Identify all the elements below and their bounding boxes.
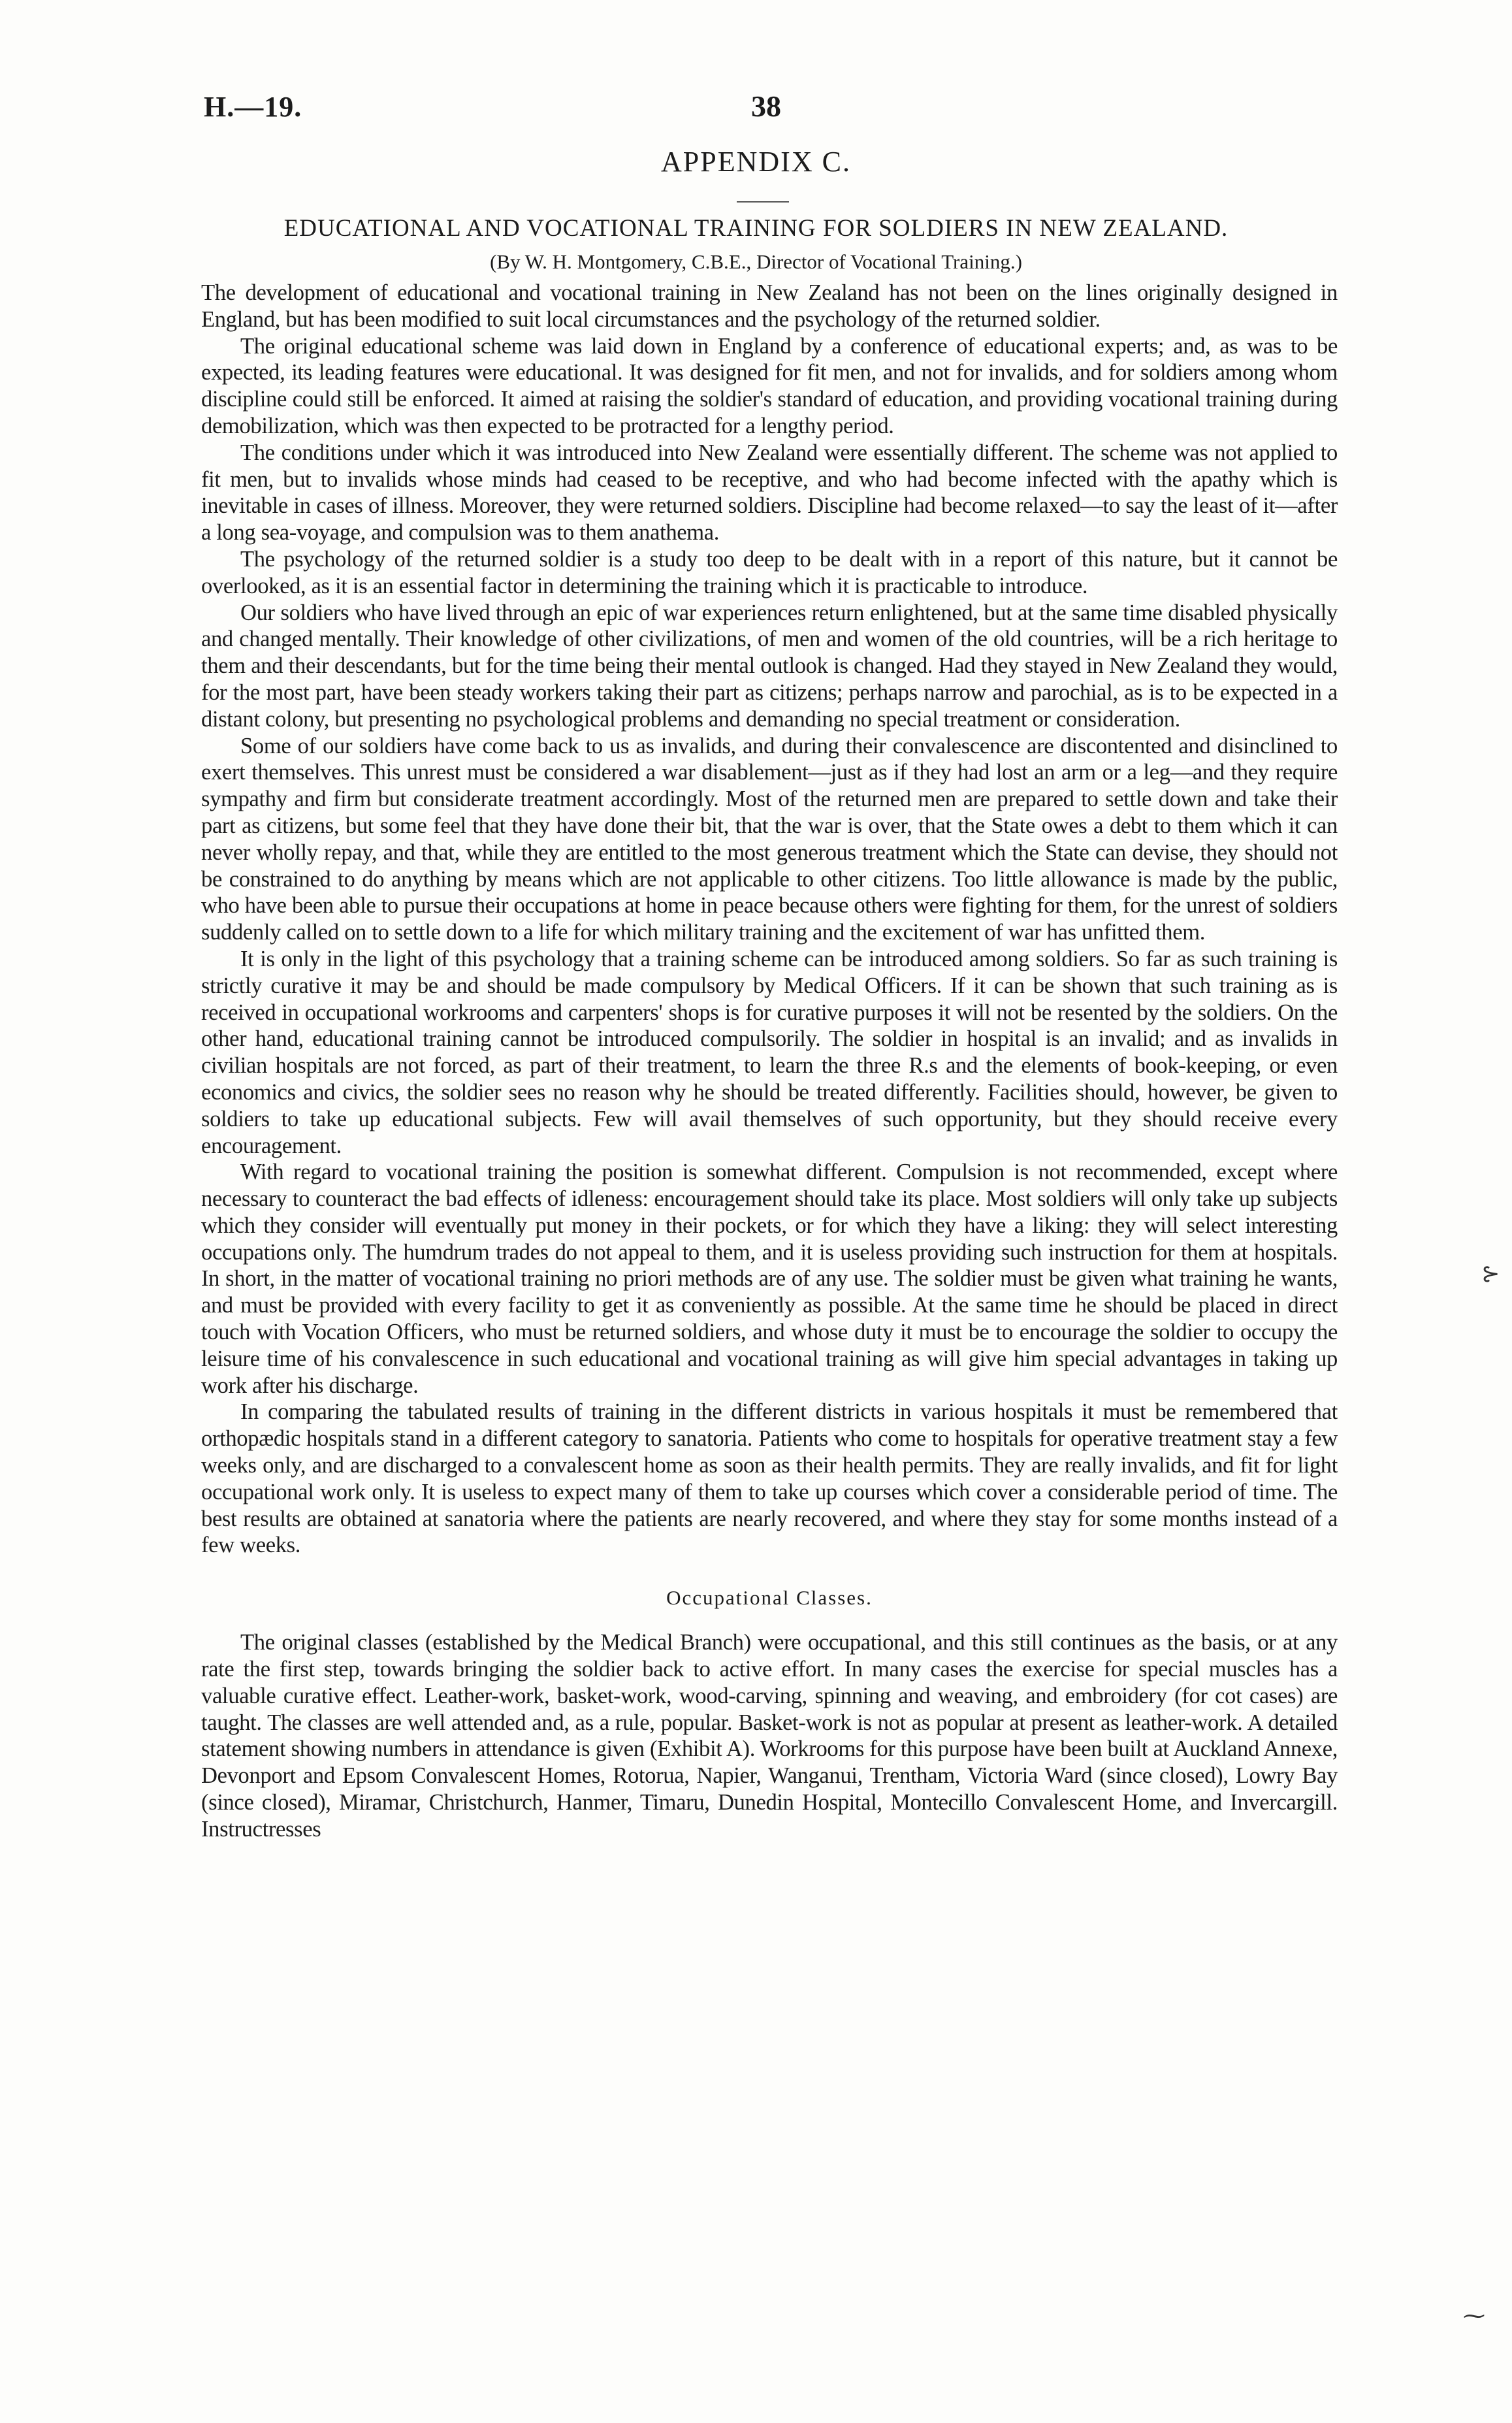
margin-mark-icon: ⁓ <box>1463 2304 1485 2328</box>
paragraph: In comparing the tabulated results of training in the different districts in various hospitals it must be remembered that orthopædic hospitals stand in a different category to sanatoria. Patients who come to hospitals for operative treatment stay a few weeks only, and are discharged to a convalescent home as soon as their health permits. They are really invalids, and fit for light occupational work only. It is useless to expect many of them to take up courses which cover a considerable period of time. The best results are obtained at sanatoria where the patients are nearly recovered, and where they stay for some months instead of a few weeks. <box>201 1399 1338 1558</box>
byline: (By W. H. Montgomery, C.B.E., Director of Vocational Training.) <box>490 250 1022 273</box>
paragraph: Some of our soldiers have come back to us as invalids, and during their convalescence are discontented and disinclined to exert themselves. This unrest must be considered a war disablement—just as if they had lost an arm or a leg—and they require sympathy and firm but considerate treatment accordingly. Most of the returned men are prepared to settle down and take their part as citizens, but some feel that they have done their bit, that the war is over, that the State owes a debt to them which it can never wholly repay, and that, while they are entitled to the most generous treatment which the State can devise, they should not be constrained to do anything by means which are not applicable to other citizens. Too little allowance is made by the public, who have been able to pursue their occupations at home in peace because others were fighting for them, for the unrest of soldiers suddenly called on to settle down to a life for which military training and the excitement of war has unfitted them. <box>201 733 1338 945</box>
paragraph: With regard to vocational training the position is somewhat different. Compulsion is not recommended, except where necessary to counteract the bad effects of idleness: encouragement should take its place. Most soldiers will only take up subjects which they consider will eventually put money in their pockets, or for which they have a liking: they will select interesting occupations only. The humdrum trades do not appeal to them, and it is useless providing such instruction for them at hospitals. In short, in the matter of vocational training no priori methods are of any use. The soldier must be given what training he wants, and must be provided with every facility to get it as conveniently as possible. At the same time he should be placed in direct touch with Vocation Officers, who must be returned soldiers, and whose duty it must be to encourage the soldier to occupy the leisure time of his convalescence in such educational and vocational training as will give him special advantages in taking up work after his discharge. <box>201 1160 1338 1398</box>
paragraph: The conditions under which it was introduced into New Zealand were essentially different. The scheme was not applied to fit men, but to invalids whose minds had ceased to be receptive, and who had become infected with the apathy which is inevitable in cases of illness. Moreover, they were returned soldiers. Discipline had become relaxed—to say the least of it—after a long sea-voyage, and compulsion was to them anathema. <box>201 440 1338 545</box>
section-heading: Occupational Classes. <box>666 1586 873 1610</box>
section-paragraph: The original classes (established by the Medical Branch) were occupational, and this still continues as the basis, or at any rate the first step, towards bringing the soldier back to active effort. In many cases the exercise for special muscles has a valuable curative effect. Leather-work, basket-work, wood-carving, spinning and weaving, and embroidery (for cot cases) are taught. The classes are well attended and, as a rule, popular. Basket-work is not as popular at present as leather-work. A detailed statement showing numbers in attendance is given (Exhibit A). Workrooms for this purpose have been built at Auckland Annexe, Devonport and Epsom Convalescent Homes, Rotorua, Napier, Wanganui, Trentham, Victoria Ward (since closed), Lowry Bay (since closed), Miramar, Christchurch, Hanmer, Timaru, Dunedin Hospital, Montecillo Convalescent Home, and Invercargill. Instructresses <box>201 1630 1338 1842</box>
page-number: 38 <box>751 89 781 123</box>
paragraph: Our soldiers who have lived through an epic of war experiences return enlightened, but at the same time disabled physically and changed mentally. Their knowledge of other civilizations, of men and women of the old countries, will be a rich heritage to them and their descendants, but for the time being their mental outlook is changed. Had they stayed in New Zealand they would, for the most part, have been steady workers taking their part as citizens; perhaps narrow and parochial, as is to be expected in a distant colony, but presenting no psychological problems and demanding no special treatment or consideration. <box>201 600 1338 732</box>
paragraph: The development of educational and vocational training in New Zealand has not been on the lines originally designed in England, but has been modified to suit local circumstances and the psychology of the returned soldier. <box>201 280 1338 332</box>
main-title: EDUCATIONAL AND VOCATIONAL TRAINING FOR SOLDIERS IN NEW ZEALAND. <box>283 215 1229 242</box>
appendix-title: APPENDIX C. <box>661 146 851 178</box>
title-divider <box>737 201 789 203</box>
body-text <box>201 280 1338 1843</box>
paragraph: The original educational scheme was laid down in England by a conference of educational experts; and, as was to be expected, its leading features were educational. It was designed for fit men, and not for invalids, and for soldiers among whom discipline could still be enforced. It aimed at raising the soldier's standard of education, and providing vocational training during demobilization, which was then expected to be protracted for a lengthy period. <box>201 333 1338 438</box>
paragraph: It is only in the light of this psychology that a training scheme can be introduced among soldiers. So far as such training is strictly curative it may be and should be made compulsory by Medical Officers. If it can be shown that such training as is received in occupational workrooms and carpenters' shops is for curative purposes it will not be resented by the soldiers. On the other hand, educational training cannot be introduced compulsorily. The soldier in hospital is an invalid; and as invalids in civilian hospitals are not forced, as part of their treatment, to learn the three R.s and the elements of book-keeping, or even economics and civics, the soldier sees no reason why he should be treated differently. Facilities should, however, be given to soldiers to take up educational subjects. Few will avail themselves of such opportunity, but they should receive every encouragement. <box>201 946 1338 1158</box>
document-reference: H.—19. <box>204 91 302 123</box>
paragraph: The psychology of the returned soldier is a study too deep to be dealt with in a report of this nature, but it cannot be overlooked, as it is an essential factor in determining the training which it is practicable to introduce. <box>201 546 1338 598</box>
margin-mark-icon: ⊱ <box>1481 1262 1500 1286</box>
